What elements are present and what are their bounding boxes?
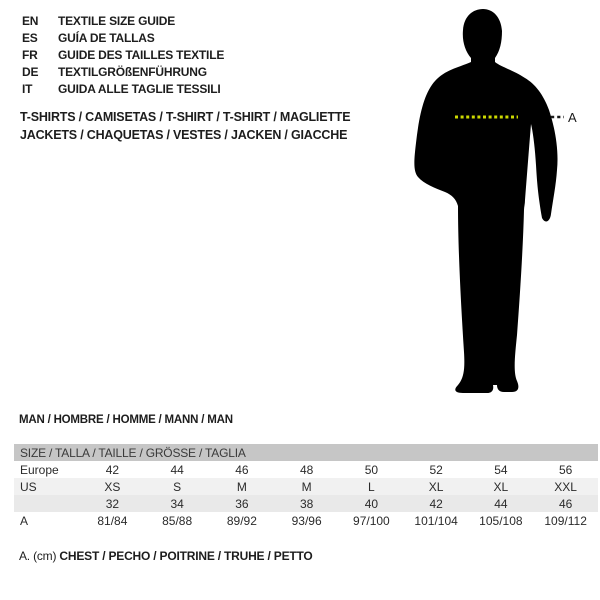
footnote-label: CHEST / PECHO / POITRINE / TRUHE / PETTO	[59, 549, 313, 563]
size-cell: 93/96	[291, 513, 322, 528]
language-row	[22, 47, 224, 64]
size-cell: 101/104	[414, 513, 458, 528]
size-table-row	[14, 478, 598, 495]
silhouette-path	[414, 9, 557, 393]
size-cell: XL	[493, 479, 509, 494]
size-cell: 54	[494, 462, 508, 477]
size-cell: 109/112	[544, 513, 587, 528]
measurement-footnote	[19, 549, 313, 563]
size-cell: 36	[235, 496, 249, 511]
size-table	[14, 444, 598, 529]
size-cell: 46	[558, 496, 573, 511]
language-row	[22, 30, 224, 47]
size-cell: 42	[429, 496, 443, 511]
category-heading	[20, 108, 350, 144]
size-cell: 32	[105, 496, 120, 511]
man-silhouette-figure	[405, 0, 590, 400]
size-cell: 85/88	[162, 513, 193, 528]
category-line: T-SHIRTS / CAMISETAS / T-SHIRT / T-SHIRT / MAGLIETTE	[20, 110, 351, 124]
size-cell: 46	[235, 462, 249, 477]
size-cell: 97/100	[353, 513, 390, 528]
measurement-label: A	[568, 110, 577, 125]
size-cell: L	[368, 479, 375, 494]
gender-heading: MAN / HOMBRE / HOMME / MANN / MAN	[19, 414, 233, 426]
size-cell: M	[236, 479, 247, 494]
size-table-row	[14, 461, 598, 478]
size-row-label: US	[20, 479, 37, 494]
language-code: IT	[22, 82, 33, 96]
language-label: GUIDE DES TAILLES TEXTILE	[58, 48, 225, 62]
size-table-header: SIZE / TALLA / TAILLE / GRÖSSE / TAGLIA	[14, 444, 598, 461]
size-cell: M	[301, 479, 312, 494]
size-cell: XXL	[554, 479, 577, 494]
language-row	[22, 64, 224, 81]
size-row-label: A	[20, 513, 29, 528]
size-cell: 34	[170, 496, 184, 511]
size-cell: 52	[429, 462, 443, 477]
size-cell: 81/84	[97, 513, 128, 528]
size-cell: 48	[299, 462, 314, 477]
language-code: DE	[22, 65, 39, 79]
size-cell: 40	[364, 496, 379, 511]
language-code: EN	[22, 14, 39, 28]
size-table-header-row	[14, 444, 598, 461]
size-table-body	[14, 461, 598, 529]
language-code: ES	[22, 31, 38, 45]
language-row	[22, 13, 224, 30]
size-cell: 56	[558, 462, 573, 477]
size-cell: 44	[494, 496, 508, 511]
language-label: TEXTILE SIZE GUIDE	[58, 14, 176, 28]
language-row	[22, 81, 224, 98]
size-row-label: Europe	[20, 462, 59, 477]
size-cell: 105/108	[479, 513, 523, 528]
footnote-prefix: A. (cm)	[19, 549, 60, 563]
size-row-label	[14, 495, 80, 512]
size-cell: 44	[170, 462, 184, 477]
language-label: GUIDA ALLE TAGLIE TESSILI	[58, 82, 221, 96]
language-list	[22, 13, 224, 98]
man-silhouette	[405, 0, 590, 400]
size-table-row	[14, 495, 598, 512]
size-cell: 50	[364, 462, 379, 477]
size-cell: 42	[105, 462, 120, 477]
language-label: TEXTILGRÖßENFÜHRUNG	[58, 65, 207, 79]
size-cell: 38	[299, 496, 314, 511]
size-cell: XS	[104, 479, 121, 494]
language-label: GUÍA DE TALLAS	[58, 31, 155, 45]
size-cell: S	[173, 479, 182, 494]
size-table-row	[14, 512, 598, 529]
category-line: JACKETS / CHAQUETAS / VESTES / JACKEN / GIACCHE	[20, 128, 348, 142]
size-cell: XL	[428, 479, 444, 494]
size-cell: 89/92	[226, 513, 257, 528]
language-code: FR	[22, 48, 38, 62]
